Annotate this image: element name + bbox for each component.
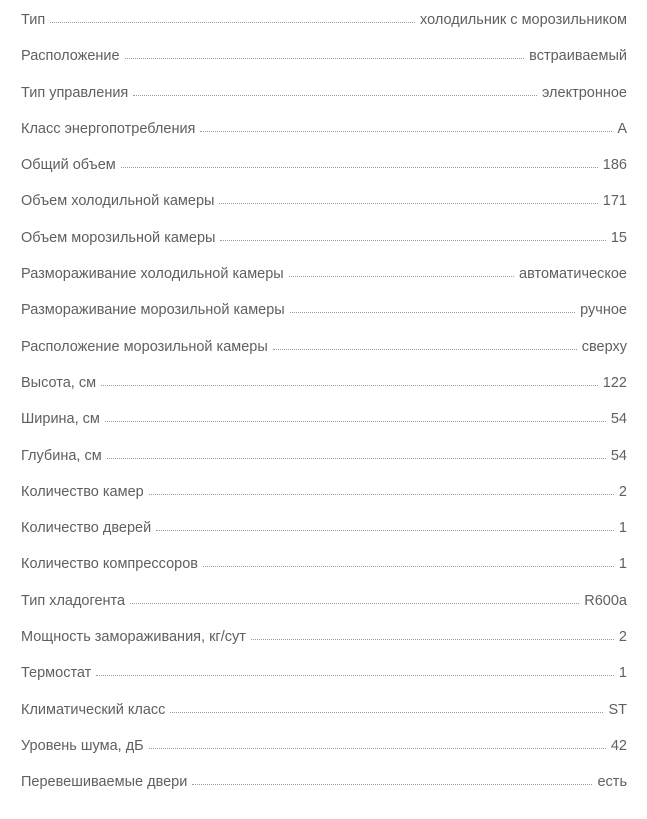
spec-row-thermostat	[21, 665, 627, 701]
dotted-leader	[203, 566, 614, 567]
spec-name: Глубина, см	[21, 447, 102, 464]
dotted-leader	[50, 22, 415, 23]
spec-row-freezer-volume	[21, 230, 627, 266]
dotted-leader	[290, 312, 575, 313]
dotted-leader	[107, 458, 606, 459]
dotted-leader	[149, 748, 606, 749]
spec-value: 1	[618, 556, 627, 573]
spec-row-placement	[21, 48, 627, 84]
spec-row-fridge-defrost	[21, 266, 627, 302]
dotted-leader	[121, 167, 598, 168]
spec-row-doors	[21, 520, 627, 556]
dotted-leader	[220, 240, 605, 241]
dotted-leader	[125, 58, 525, 59]
dotted-leader	[149, 494, 614, 495]
spec-value: встраиваемый	[529, 48, 627, 65]
spec-value: электронное	[541, 84, 627, 101]
spec-row-noise-level	[21, 738, 627, 774]
spec-name: Количество компрессоров	[21, 556, 198, 573]
spec-list	[21, 12, 627, 811]
spec-name: Ширина, см	[21, 411, 100, 428]
dotted-leader	[273, 349, 577, 350]
spec-value: ST	[608, 701, 627, 718]
spec-value: 54	[610, 447, 627, 464]
spec-value: сверху	[581, 338, 627, 355]
spec-name: Тип управления	[21, 84, 129, 101]
spec-name: Количество дверей	[21, 520, 152, 537]
spec-name: Объем холодильной камеры	[21, 193, 215, 210]
spec-name: Общий объем	[21, 157, 116, 174]
spec-value: 54	[610, 411, 627, 428]
spec-value: автоматическое	[519, 266, 627, 283]
spec-name: Объем морозильной камеры	[21, 229, 216, 246]
dotted-leader	[156, 530, 614, 531]
spec-row-freezer-position	[21, 339, 627, 375]
dotted-leader	[192, 784, 592, 785]
dotted-leader	[170, 712, 603, 713]
spec-row-reversible-doors	[21, 774, 627, 810]
spec-row-fridge-volume	[21, 193, 627, 229]
spec-value: A	[617, 120, 627, 137]
dotted-leader	[200, 131, 612, 132]
spec-row-chambers	[21, 484, 627, 520]
spec-row-depth	[21, 448, 627, 484]
spec-row-freezing-power	[21, 629, 627, 665]
spec-value: 2	[618, 629, 627, 646]
dotted-leader	[101, 385, 598, 386]
spec-value: 122	[602, 374, 627, 391]
spec-name: Количество камер	[21, 483, 144, 500]
spec-row-freezer-defrost	[21, 302, 627, 338]
spec-name: Уровень шума, дБ	[21, 737, 144, 754]
spec-value: 2	[618, 483, 627, 500]
spec-name: Размораживание холодильной камеры	[21, 266, 284, 283]
spec-row-width	[21, 411, 627, 447]
spec-row-type	[21, 12, 627, 48]
spec-name: Размораживание морозильной камеры	[21, 302, 285, 319]
spec-value: холодильник с морозильником	[420, 12, 627, 28]
spec-name: Расположение	[21, 48, 120, 65]
spec-name: Расположение морозильной камеры	[21, 338, 268, 355]
spec-value: 1	[618, 520, 627, 537]
dotted-leader	[133, 95, 537, 96]
dotted-leader	[219, 203, 597, 204]
spec-name: Высота, см	[21, 374, 97, 391]
spec-name: Перевешиваемые двери	[21, 774, 188, 791]
spec-row-energy-class	[21, 121, 627, 157]
spec-name: Климатический класс	[21, 701, 166, 718]
spec-row-control-type	[21, 85, 627, 121]
spec-value: есть	[597, 774, 627, 791]
dotted-leader	[96, 675, 614, 676]
spec-row-refrigerant	[21, 593, 627, 629]
spec-row-total-volume	[21, 157, 627, 193]
dotted-leader	[105, 421, 606, 422]
spec-row-height	[21, 375, 627, 411]
spec-name: Класс энергопотребления	[21, 120, 196, 137]
spec-value: R600a	[584, 592, 627, 609]
dotted-leader	[130, 603, 579, 604]
spec-row-climate-class	[21, 702, 627, 738]
spec-name: Мощность замораживания, кг/сут	[21, 629, 246, 646]
spec-value: 42	[610, 737, 627, 754]
dotted-leader	[251, 639, 614, 640]
spec-value: 186	[602, 157, 627, 174]
spec-name: Термостат	[21, 665, 92, 682]
spec-value: 171	[602, 193, 627, 210]
dotted-leader	[289, 276, 514, 277]
spec-value: 1	[618, 665, 627, 682]
spec-name: Тип	[21, 12, 46, 28]
spec-value: ручное	[580, 302, 627, 319]
spec-value: 15	[610, 229, 627, 246]
spec-name: Тип хладогента	[21, 592, 126, 609]
spec-row-compressors	[21, 556, 627, 592]
